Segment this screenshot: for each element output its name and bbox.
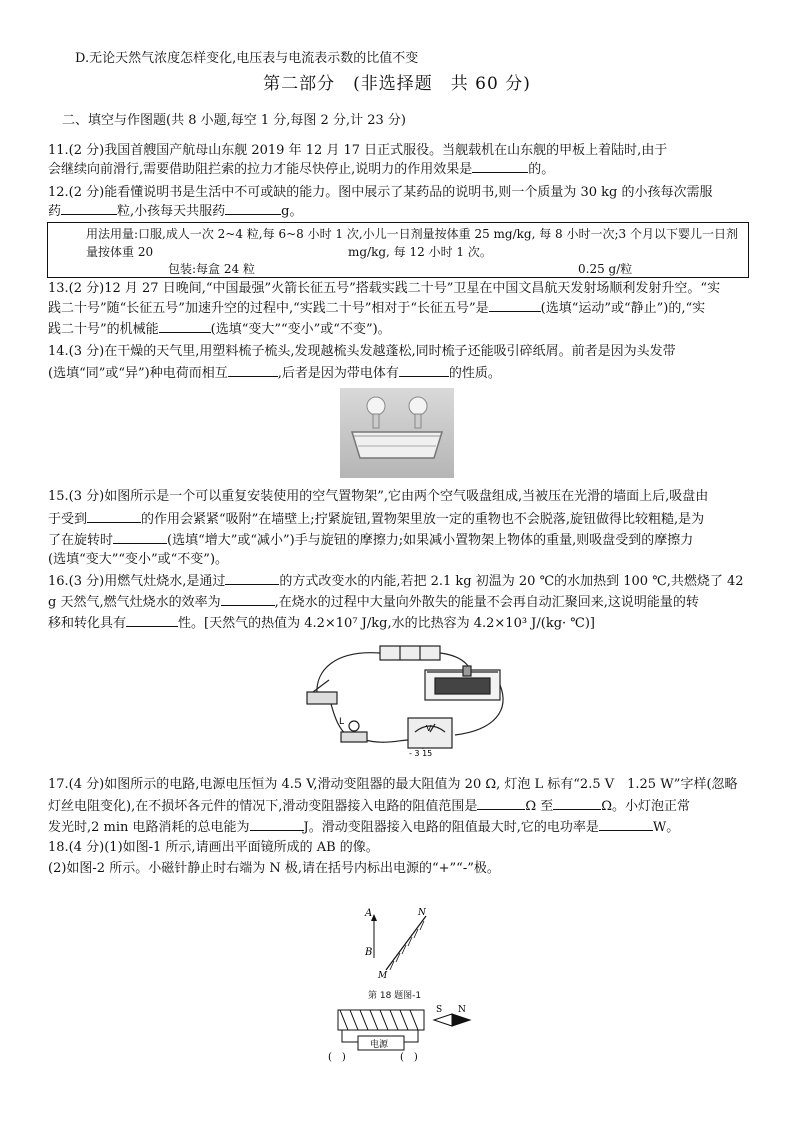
needle-n-label: N	[458, 1005, 466, 1015]
answer-blank[interactable]	[553, 797, 601, 810]
medicine-instructions-box	[47, 222, 749, 278]
answer-blank[interactable]	[225, 202, 281, 215]
q17-text: Ω 至	[525, 799, 554, 814]
dosage-line1: 用法用量:口服,成人一次 2~4 粒,每 6~8 小时 1 次,小儿一日剂量按体重 25 mg/kg, 每 8 小时一次;3 个月以下婴儿一日剂量按体重 20	[86, 227, 738, 259]
q16-text: ,在烧水的过程中大量向外散失的能量不会再自动汇聚回来,这说明能量的转	[274, 595, 699, 610]
previous-option-d: D.无论天然气浓度怎样变化,电压表与电流表示数的比值不变	[75, 51, 419, 66]
q18-line2: (2)如图-2 所示。小磁针静止时右端为 N 极,请在括号内标出电源的“+”“-”极。	[48, 861, 500, 876]
q13-line1: 13.(2 分)12 月 27 日晚间,“中国最强”火箭长征五号”搭载实践二十号”卫星在中国文昌航天发射场顺利发射升空。“实	[48, 281, 721, 296]
q13-text: (选填“变大”“变小”或“不变”)。	[210, 322, 391, 337]
right-pole-blank[interactable]: ( )	[400, 1052, 418, 1063]
answer-blank[interactable]	[250, 818, 304, 831]
q13-line2	[48, 299, 705, 318]
q17-line2	[48, 797, 690, 816]
q17-text: 发光时,2 min 电路消耗的总电能为	[48, 820, 250, 835]
solenoid-figure	[318, 1002, 478, 1064]
q18-line1: 18.(4 分)(1)如图-1 所示,请画出平面镜所成的 AB 的像。	[48, 840, 379, 855]
left-pole-blank[interactable]: ( )	[328, 1052, 346, 1063]
answer-blank[interactable]	[472, 160, 528, 173]
circuit-diagram	[295, 640, 515, 758]
needle-s-label: S	[436, 1005, 443, 1015]
q17-text: W。	[652, 820, 680, 835]
q13-line3	[48, 320, 391, 339]
q13-text: (选填“运动”或“静止”)的,“实	[540, 301, 706, 316]
q14-line2	[48, 364, 501, 383]
answer-blank[interactable]	[126, 614, 178, 627]
voltmeter-label: V	[426, 724, 432, 733]
mirror-figure	[356, 900, 446, 982]
answer-blank[interactable]	[477, 797, 525, 810]
answer-blank[interactable]	[228, 364, 278, 377]
q11-line2	[48, 160, 554, 179]
q12-text: g。	[281, 204, 303, 219]
q14-text: (选填“同”或“异”)种电荷而相互	[48, 366, 228, 381]
q17-text: J。滑动变阻器接入电路的阻值最大时,它的电功率是	[303, 820, 599, 835]
q12-line2	[48, 202, 302, 221]
q16-text: 的方式改变水的内能,若把 2.1 kg 初温为 20 ℃的水加热到 100 ℃,共燃烧了 42	[279, 574, 744, 589]
q12-text: 粒,小孩每天共服药	[117, 204, 226, 219]
q14-text: 的性质。	[448, 366, 501, 381]
q16-line2	[48, 593, 699, 612]
q11-text: 的。	[528, 162, 555, 177]
power-source-label: 电源	[370, 1040, 389, 1050]
voltmeter-terminals: - 3 15	[409, 749, 433, 758]
label-m: M	[378, 971, 388, 981]
label-a: A	[365, 908, 373, 919]
answer-blank[interactable]	[599, 818, 653, 831]
answer-blank[interactable]	[87, 510, 141, 523]
q13-text: 践二十号”的机械能	[48, 322, 159, 337]
answer-blank[interactable]	[399, 364, 449, 377]
q15-text: 于受到	[48, 512, 88, 527]
package-info: 包装:每盒 24 粒	[168, 262, 255, 276]
section-heading: 二、填空与作图题(共 8 小题,每空 1 分,每图 2 分,计 23 分)	[62, 113, 406, 128]
q15-line1: 15.(3 分)如图所示是一个可以重复安装使用的空气置物架”,它由两个空气吸盘组成,当被压在光滑的墙面上后,吸盘由	[48, 489, 709, 504]
q16-text: 移和转化具有	[48, 616, 127, 631]
storage-rack-photo	[340, 388, 454, 478]
q17-text: 灯丝电阻变化),在不损坏各元件的情况下,滑动变阻器接入电路的阻值范围是	[48, 799, 478, 814]
q15-line3	[48, 531, 693, 550]
q13-text: 践二十号”随“长征五号”加速升空的过程中,“实践二十号”相对于“长征五号”是	[48, 301, 489, 316]
q17-line3	[48, 818, 679, 837]
dosage-line2: mg/kg, 每 12 小时 1 次。	[348, 245, 492, 259]
q17-line1: 17.(4 分)如图所示的电路,电源电压恒为 4.5 V,滑动变阻器的最大阻值为 20 Ω, 灯泡 L 标有“2.5 V 1.25 W”字样(忽略	[48, 777, 738, 792]
pill-spec: 0.25 g/粒	[578, 262, 633, 276]
q16-line3	[48, 614, 595, 633]
label-b: B	[365, 947, 373, 958]
answer-blank[interactable]	[159, 320, 211, 333]
q15-text: (选填“增大”或“减小”)手与旋钮的摩擦力;如果减小置物架上物体的重量,则吸盘受到的摩擦力	[167, 533, 694, 548]
q14-text: ,后者是因为带电体有	[277, 366, 399, 381]
q17-text: Ω。小灯泡正常	[601, 799, 691, 814]
answer-blank[interactable]	[113, 531, 167, 544]
q16-text: g 天然气,燃气灶烧水的效率为	[48, 595, 221, 610]
lamp-label: L	[339, 717, 345, 727]
q14-line1: 14.(3 分)在干燥的天气里,用塑料梳子梳头,发现越梳头发越蓬松,同时梳子还能吸引碎纸屑。前者是因为头发带	[48, 344, 676, 359]
answer-blank[interactable]	[489, 299, 541, 312]
q11-line1: 11.(2 分)我国首艘国产航母山东舰 2019 年 12 月 17 日正式服役。当舰载机在山东舰的甲板上着陆时,由于	[48, 143, 668, 158]
part-title: 第二部分 (非选择题 共 60 分)	[263, 74, 531, 94]
q12-text: 药	[48, 204, 62, 219]
label-n: N	[418, 908, 426, 918]
answer-blank[interactable]	[225, 572, 279, 585]
figure-18-1-caption: 第 18 题图-1	[368, 991, 422, 1001]
q15-text: 了在旋转时	[48, 533, 114, 548]
answer-blank[interactable]	[221, 593, 275, 606]
q15-line4: (选填“变大”“变小”或“不变”)。	[48, 552, 229, 567]
q16-text: 性。[天然气的热值为 4.2×10⁷ J/kg,水的比热容为 4.2×10³ J/(kg· ℃)]	[178, 616, 595, 631]
q16-line1	[48, 572, 744, 591]
answer-blank[interactable]	[61, 202, 117, 215]
q16-text: 16.(3 分)用燃气灶烧水,是通过	[48, 574, 226, 589]
q15-text: 的作用会紧紧“吸附”在墙壁上;拧紧旋钮,置物架里放一定的重物也不会脱落,旋钮做得比较粗糙,是为	[141, 512, 705, 527]
q15-line2	[48, 510, 704, 529]
q12-line1: 12.(2 分)能看懂说明书是生活中不可或缺的能力。图中展示了某药品的说明书,则一个质量为 30 kg 的小孩每次需服	[48, 185, 713, 200]
q11-text: 会继续向前滑行,需要借助阻拦索的拉力才能尽快停止,说明力的作用效果是	[48, 162, 473, 177]
